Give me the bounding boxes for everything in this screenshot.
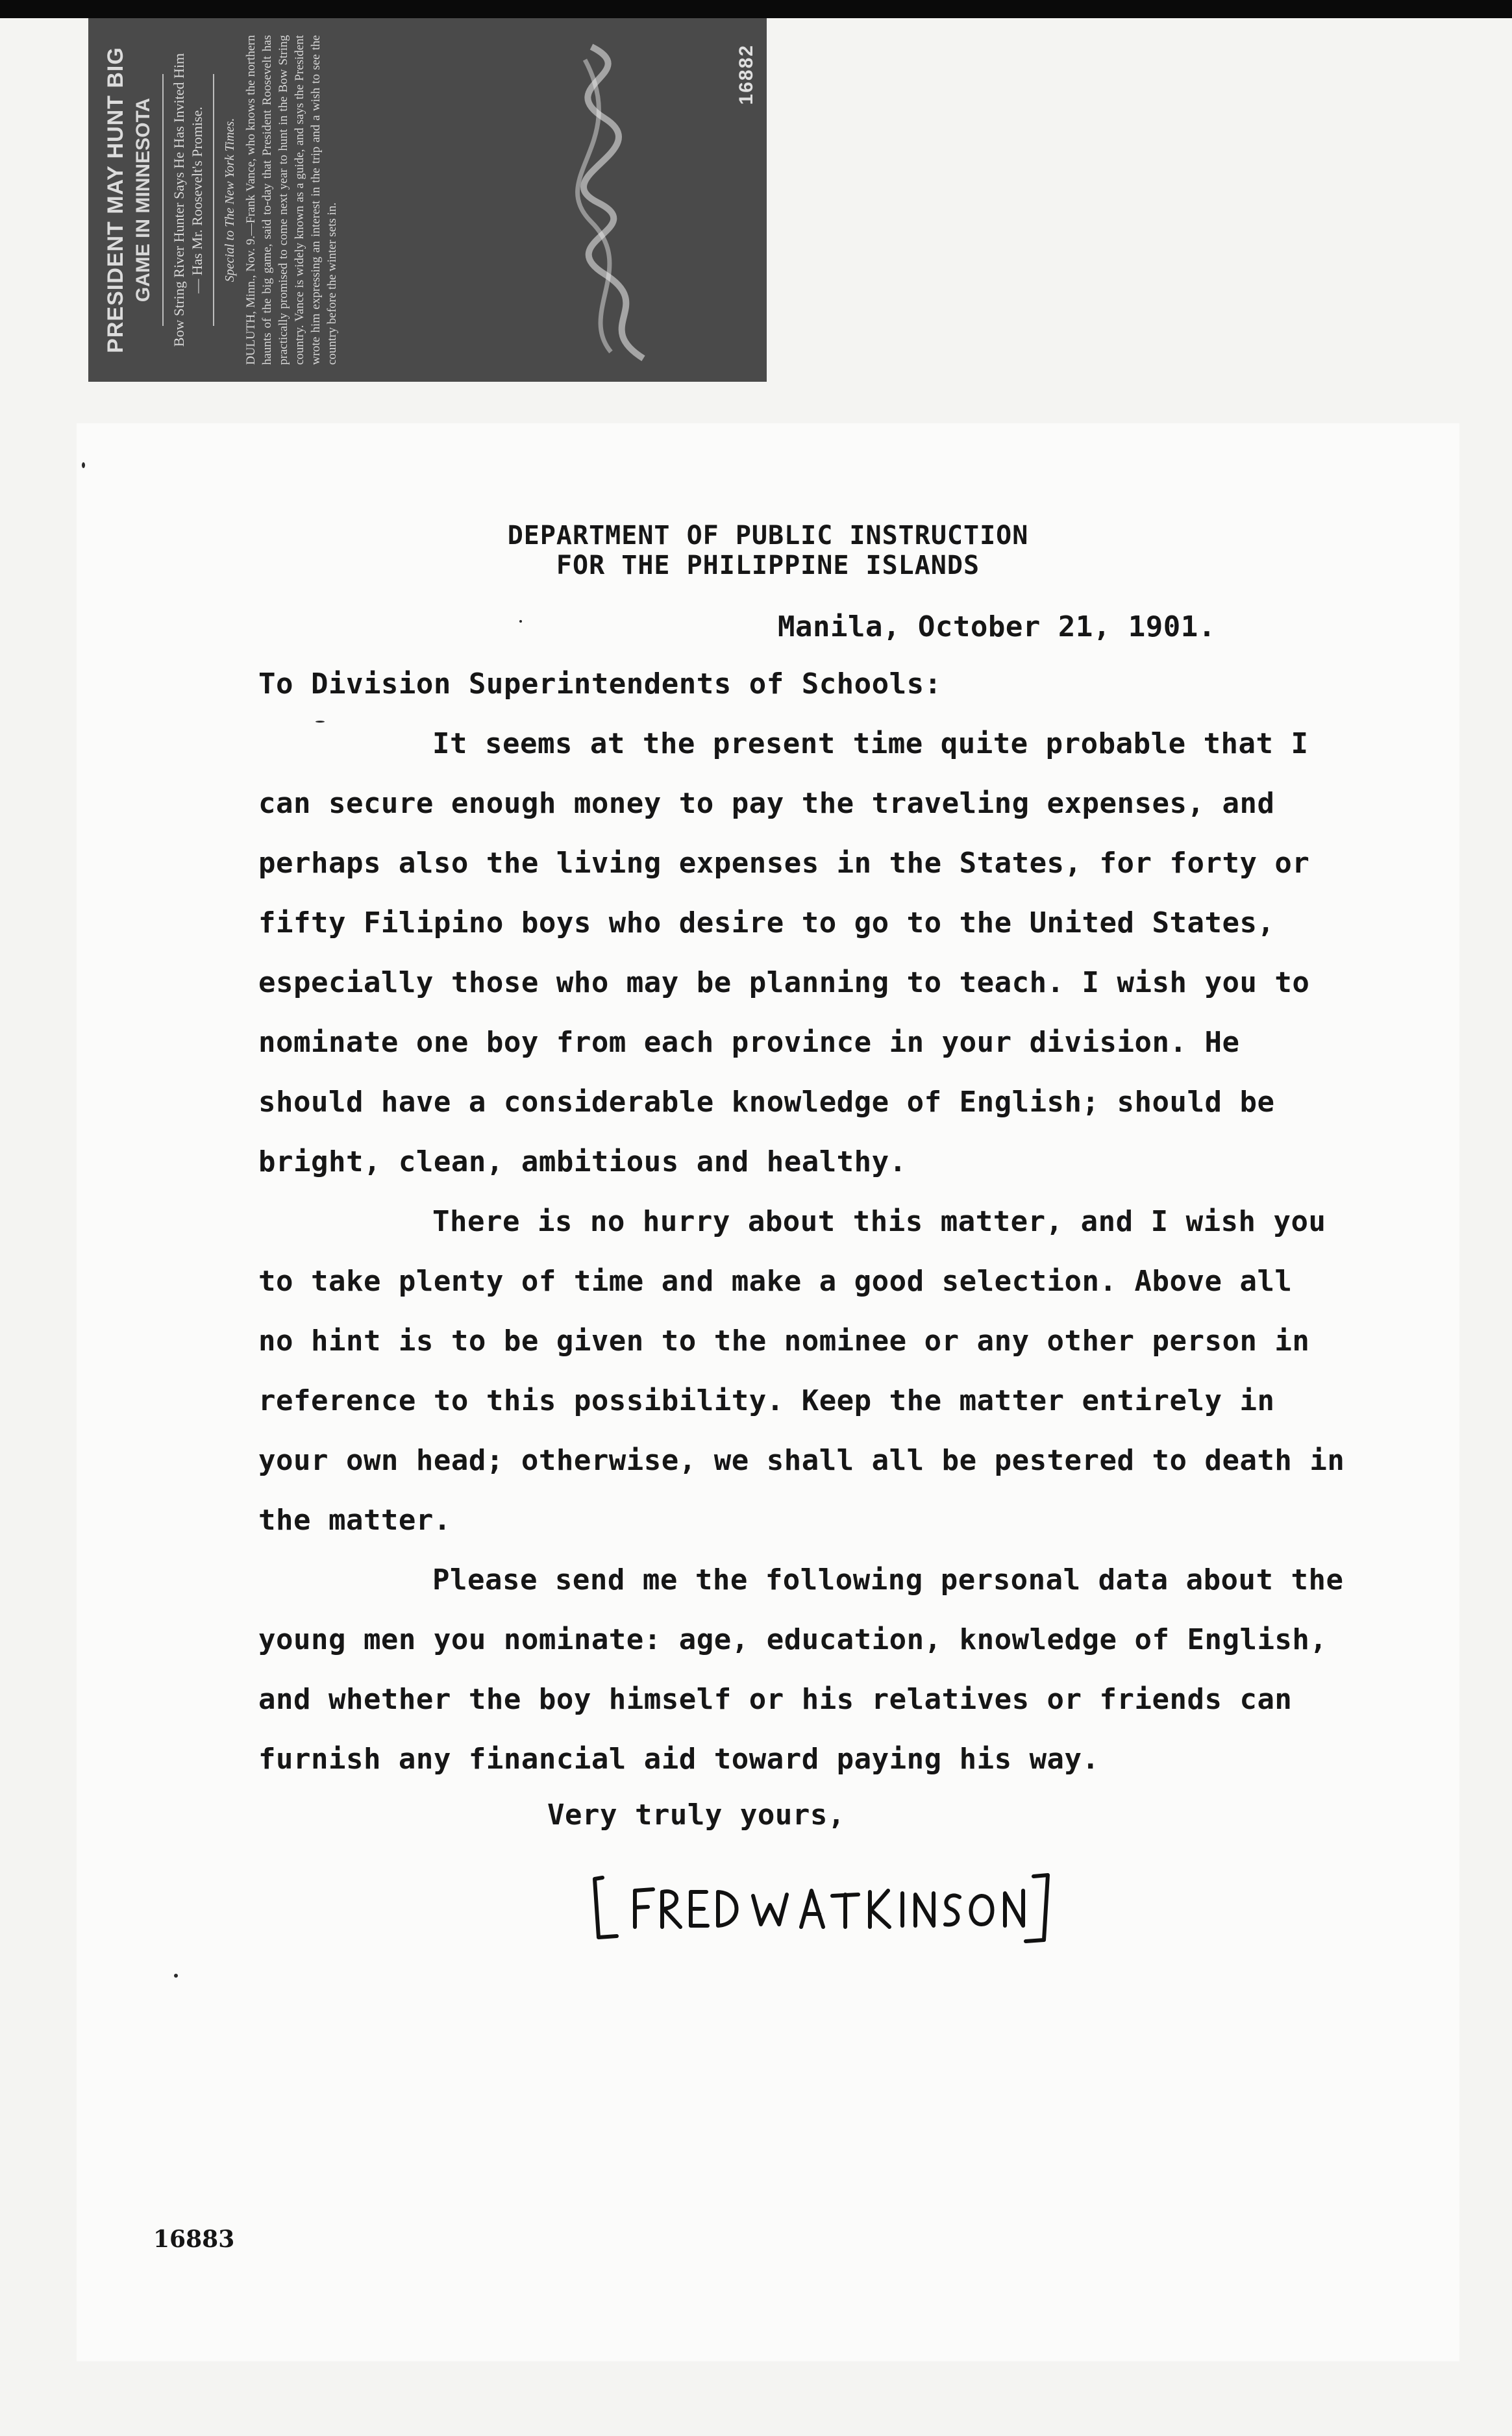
newspaper-clipping (88, 18, 767, 382)
paragraph-3-line: and whether the boy himself or his relatives or friends can (258, 1683, 1293, 1716)
paragraph-1-line: bright, clean, ambitious and healthy. (258, 1145, 907, 1178)
paragraph-2-line: There is no hurry about this matter, and I wish you (432, 1205, 1326, 1238)
clipping-rotated-content (88, 18, 767, 382)
clipping-rule (213, 74, 214, 326)
clipping-dateline: Special to The New York Times. (223, 118, 237, 282)
paper-speck (174, 1974, 178, 1978)
paragraph-3-line: furnish any financial aid toward paying his way. (258, 1743, 1100, 1776)
paragraph-2-line: no hint is to be given to the nominee or any other person in (258, 1324, 1310, 1358)
paragraph-1-line: can secure enough money to pay the traveling expenses, and (258, 787, 1275, 820)
paper-speck (519, 620, 522, 623)
paragraph-1-line: should have a considerable knowledge of English; should be (258, 1086, 1275, 1119)
paragraph-3-line: Please send me the following personal data about the (432, 1563, 1344, 1597)
signature-bracketed-name (583, 1865, 1063, 1949)
paragraph-3-line: young men you nominate: age, education, knowledge of English, (258, 1623, 1328, 1656)
paragraph-1-line: fifty Filipino boys who desire to go to the United States, (258, 906, 1275, 939)
closing: Very truly yours, (547, 1798, 845, 1832)
clipping-pen-scrawl (565, 40, 663, 365)
paragraph-1-line: especially those who may be planning to teach. I wish you to (258, 966, 1310, 999)
paragraph-2-line: to take plenty of time and make a good selection. Above all (258, 1265, 1293, 1298)
clipping-headline: PRESIDENT MAY HUNT BIG (103, 47, 128, 353)
letter-page (77, 423, 1459, 2361)
paper-speck (82, 462, 85, 468)
clipping-number: 16882 (736, 44, 757, 105)
paragraph-2-line: reference to this possibility. Keep the matter entirely in (258, 1384, 1275, 1417)
paper-speck (316, 721, 325, 723)
paragraph-1-line: nominate one boy from each province in your division. He (258, 1026, 1240, 1059)
salutation: To Division Superintendents of Schools: (258, 667, 942, 701)
paragraph-1-line: perhaps also the living expenses in the States, for forty or (258, 847, 1310, 880)
scan-top-border (0, 0, 1512, 18)
archive-number: 16883 (153, 2226, 235, 2253)
paragraph-2-line: the matter. (258, 1504, 451, 1537)
place-date: Manila, October 21, 1901. (778, 610, 1216, 643)
letterhead-line-1: DEPARTMENT OF PUBLIC INSTRUCTION (507, 521, 1029, 551)
paragraph-1-line: It seems at the present time quite probable that I (432, 727, 1309, 760)
clipping-deck: Bow String River Hunter Says He Has Invited Him — Has Mr. Roosevelt's Promise. (171, 53, 205, 347)
clipping-subhead: GAME IN MINNESOTA (132, 97, 154, 303)
clipping-body: DULUTH, Minn., Nov. 9.—Frank Vance, who knows the northern haunts of the big game, said to-day that President Roosevelt has practically promised to come next year to hunt in the Bow String country. Vance is widely known as a guide, and says the President wrote him expressing an interest in the trip and a wish to see the country before the winter sets in. (244, 35, 339, 365)
letterhead-line-2: FOR THE PHILIPPINE ISLANDS (556, 551, 980, 580)
paragraph-2-line: your own head; otherwise, we shall all be pestered to death in (258, 1444, 1345, 1477)
clipping-rule (162, 74, 164, 326)
